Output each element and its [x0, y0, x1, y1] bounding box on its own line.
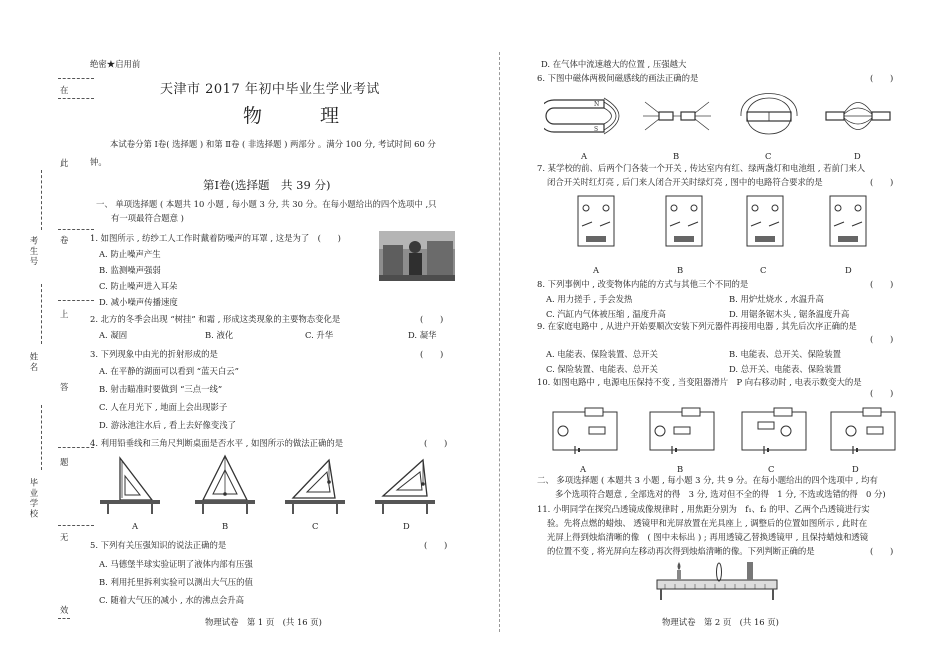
option: C. 升华 — [305, 330, 334, 340]
answer-paren: ( ) — [870, 279, 894, 289]
triangle-ruler-figure-b — [195, 452, 255, 514]
question-stem: 光屏上得到烛焰清晰的像 ( 图中未标出 ) ; 再用透镜乙替换透镜甲 , 且保持蜡烛和透镜 — [547, 532, 869, 542]
circuit-figure-a — [572, 188, 620, 254]
question-stem: 9. 在家庭电路中 , 从进户开始要顺次安装下列元器件再接用电器 , 其先后次序正确的是 — [537, 321, 857, 331]
part1-title: 第Ⅰ卷(选择题 共 39 分) — [203, 178, 331, 192]
question-stem: 5. 下列有关压强知识的说法正确的是 — [90, 540, 227, 550]
figure-label: A — [581, 151, 588, 161]
option: D. 游泳池注水后 , 看上去好像变浅了 — [99, 420, 236, 430]
answer-paren: ( ) — [870, 546, 894, 556]
magnet-field-figure-b — [637, 86, 717, 146]
option: B. 液化 — [205, 330, 234, 340]
binding-dash — [58, 525, 94, 526]
triangle-ruler-figure-d — [375, 452, 435, 514]
answer-paren: ( ) — [870, 388, 894, 398]
section-instruction: 二、 多项选择题 ( 本题共 3 小题 , 每小题 3 分, 共 9 分。在每小题给出的四个选项中 , 均有 — [537, 475, 878, 485]
subject-title: 物 理 — [243, 105, 366, 127]
option: C. 汽缸内气体被压缩 , 温度升高 — [546, 309, 666, 319]
option: B. 监测噪声强弱 — [99, 265, 161, 275]
field-label-exam-id: 考生号 — [29, 236, 39, 268]
answer-paren: ( ) — [870, 334, 894, 344]
question-stem: 3. 下列现象中由光的折射形成的是 — [90, 349, 218, 359]
figure-label: C — [760, 265, 767, 275]
binding-char: 在 — [60, 85, 69, 95]
figure-label: A — [593, 265, 600, 275]
option: B. 电能表、总开关、保险装置 — [729, 349, 841, 359]
circuit-figure-b — [642, 400, 722, 458]
circuit-figure-c — [734, 400, 814, 458]
exam-title: 天津市 2017 年初中毕业生学业考试 — [160, 82, 380, 97]
option: D. 总开关、电能表、保险装置 — [729, 364, 842, 374]
option: B. 射击瞄准时要做到 “三点一线” — [99, 384, 223, 394]
option: D. 凝华 — [408, 330, 437, 340]
figure-label: D — [852, 464, 859, 474]
question-stem: 1. 如图所示 , 纺纱工人工作时戴着防噪声的耳罩 , 这是为了 ( ) — [90, 233, 341, 243]
answer-paren: ( ) — [424, 540, 448, 550]
question-stem: 10. 如图电路中 , 电源电压保持不变 , 当变阻器滑片 P 向右移动时 , 电表示数变大的是 — [537, 377, 862, 387]
magnet-field-figure-a — [544, 86, 624, 146]
page-footer: 物理试卷 第 1 页 (共 16 页) — [205, 617, 322, 627]
option: D. 减小噪声传播速度 — [99, 297, 178, 307]
binding-dash — [58, 229, 94, 230]
circuit-figure-a — [545, 400, 625, 458]
svg-text:S: S — [594, 126, 599, 133]
section-instruction: 有一项最符合题意 ) — [111, 213, 184, 223]
binding-dash — [58, 78, 94, 79]
answer-paren: ( ) — [420, 349, 444, 359]
figure-label: B — [677, 464, 684, 474]
question-stem: 11. 小明同学在探究凸透镜成像规律时 , 用焦距分别为 f₁、f₂ 的甲、乙两个凸透镜进行实 — [537, 504, 870, 514]
option: C. 随着大气压的减小 , 水的沸点会升高 — [99, 595, 245, 605]
factory-worker-photo — [379, 231, 455, 281]
section-instruction: 一、 单项选择题 ( 本题共 10 小题 , 每小题 3 分, 共 30 分。在每小题给出的四个选项中 ,只 — [96, 199, 437, 209]
figure-label: A — [580, 464, 587, 474]
question-stem: 8. 下列事例中 , 改变物体内能的方式与其他三个不同的是 — [537, 279, 749, 289]
binding-char: 卷 — [60, 235, 69, 245]
option: B. 利用托里拆利实验可以测出大气压的值 — [99, 577, 253, 587]
intro-line: 钟。 — [90, 157, 107, 167]
binding-char: 效 — [60, 605, 69, 615]
optical-bench-figure — [655, 558, 779, 606]
answer-paren: ( ) — [420, 314, 444, 324]
binding-line — [41, 170, 42, 230]
option: A. 电能表、保险装置、总开关 — [546, 349, 658, 359]
figure-label: B — [222, 521, 229, 531]
binding-dash — [58, 447, 94, 448]
circuit-figure-c — [741, 188, 789, 254]
answer-paren: ( ) — [424, 438, 448, 448]
binding-char: 无 — [60, 532, 69, 542]
figure-label: D — [845, 265, 852, 275]
figure-label: B — [677, 265, 684, 275]
field-label-school: 毕业学校 — [29, 478, 39, 520]
option: A. 防止噪声产生 — [99, 249, 161, 259]
question-stem: 4. 利用铅垂线和三角尺判断桌面是否水平 , 如图所示的做法正确的是 — [90, 438, 344, 448]
option: A. 用力搓手 , 手会发热 — [546, 294, 633, 304]
svg-text:N: N — [594, 101, 600, 108]
binding-char: 答 — [60, 382, 69, 392]
circuit-figure-d — [824, 188, 872, 254]
option: C. 人在月光下 , 地面上会出现影子 — [99, 402, 228, 412]
figure-label: D — [854, 151, 861, 161]
secret-mark: 绝密★启用前 — [90, 59, 141, 69]
question-stem: 2. 北方的冬季会出现 “树挂” 和霜 , 形成这类现象的主要物态变化是 — [90, 314, 341, 324]
magnet-field-figure-d — [818, 86, 898, 146]
binding-line — [41, 405, 42, 470]
option: D. 在气体中流速越大的位置 , 压强越大 — [541, 59, 687, 69]
figure-label: C — [312, 521, 319, 531]
page-footer: 物理试卷 第 2 页 (共 16 页) — [662, 617, 779, 627]
binding-dash — [58, 618, 70, 619]
figure-label: C — [768, 464, 775, 474]
option: B. 用炉灶烧水 , 水温升高 — [729, 294, 824, 304]
figure-label: D — [403, 521, 410, 531]
circuit-figure-b — [660, 188, 708, 254]
circuit-figure-d — [823, 400, 903, 458]
figure-label: A — [132, 521, 139, 531]
binding-line — [41, 284, 42, 344]
figure-label: B — [673, 151, 680, 161]
option: C. 防止噪声进入耳朵 — [99, 281, 178, 291]
option: A. 凝固 — [99, 330, 128, 340]
binding-char: 题 — [60, 457, 69, 467]
question-stem: 6. 下图中磁体两极间磁感线的画法正确的是 — [537, 73, 699, 83]
figure-label: C — [765, 151, 772, 161]
binding-dash — [58, 98, 94, 99]
page-divider — [499, 52, 500, 632]
binding-char: 此 — [60, 158, 69, 168]
option: D. 用锯条锯木头 , 锯条温度升高 — [729, 309, 850, 319]
option: A. 在平静的湖面可以看到 “蓝天白云” — [99, 366, 239, 376]
section-instruction: 多个选项符合题意 , 全部选对的得 3 分, 选对但不全的得 1 分, 不选或选错的得 0 分) — [555, 489, 886, 499]
question-stem: 的位置不变 , 将光屏向左移动再次得到烛焰清晰的像。下列判断正确的是 — [547, 546, 815, 556]
answer-paren: ( ) — [870, 73, 894, 83]
question-stem: 验。先将点燃的蜡烛、 透镜甲和光屏放置在光具座上 , 调整后的位置如图所示 , 此时在 — [547, 518, 868, 528]
triangle-ruler-figure-c — [285, 452, 345, 514]
question-stem: 闭合开关时红灯亮 , 后门来人闭合开关时绿灯亮 , 图中的电路符合要求的是 — [547, 177, 823, 187]
question-stem: 7. 某学校的前、后两个门各装一个开关 , 传达室内有红、绿两盏灯和电池组 , 若前门来人 — [537, 163, 866, 173]
triangle-ruler-figure-a — [100, 452, 160, 514]
field-label-name: 姓名 — [29, 352, 39, 373]
answer-paren: ( ) — [870, 177, 894, 187]
magnet-field-figure-c — [729, 86, 809, 146]
option: C. 保险装置、电能表、总开关 — [546, 364, 658, 374]
intro-line: 本试卷分第 Ⅰ卷( 选择题 ) 和第 Ⅱ卷 ( 非选择题 ) 两部分 。满分 100 分, 考试时间 60 分 — [110, 139, 436, 149]
binding-dash — [58, 300, 94, 301]
option: A. 马德堡半球实验证明了液体内部有压强 — [99, 559, 253, 569]
binding-char: 上 — [60, 309, 69, 319]
